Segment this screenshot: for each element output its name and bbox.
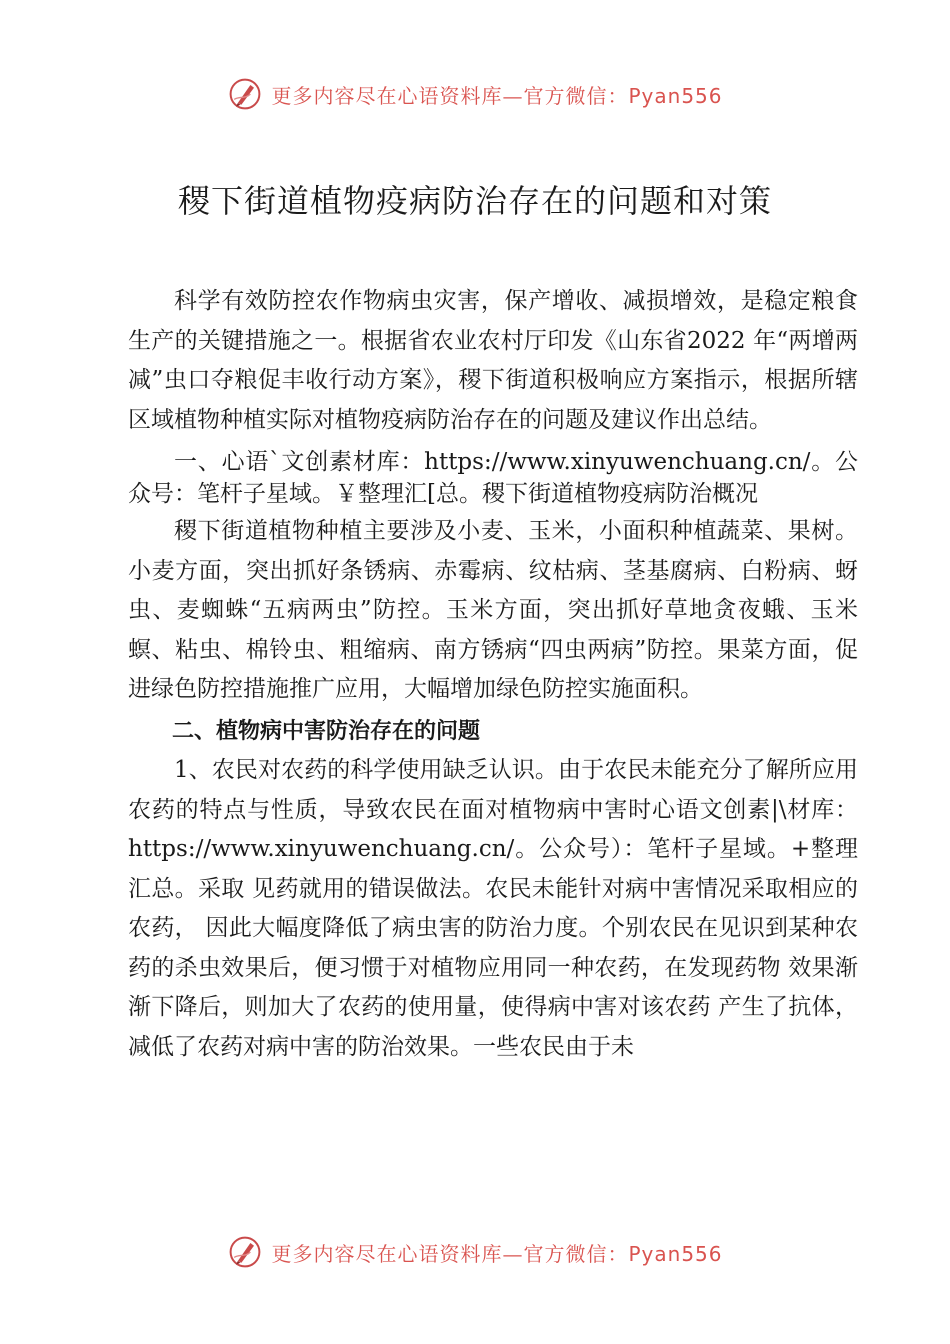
section2-heading: 二、植物病中害防治存在的问题 [172, 718, 481, 744]
footer-banner [0, 1228, 950, 1276]
intro-paragraph: 科学有效防控农作物病虫灾害，保产增收、减损增效，是稳定粮食生产的关键措施之一。根据省农业农村厅印发《山东省2022 年“两增两减”虫口夺粮促丰收行动方案》，稷下街道积极响应方案指示，根据所辖区域植物种植实际对植物疫病防治存在的问题及建议作出总结。 [128, 288, 858, 433]
document-title: 稷下街道植物疫病防治存在的问题和对策 [177, 182, 772, 220]
document-body [128, 282, 858, 1067]
quill-pen-logo-icon [227, 76, 263, 112]
section2-item1-paragraph: 1、农民对农药的科学使用缺乏认识。由于农民未能充分了解所应用农药的特点与性质，导致农民在面对植物病中害时心语文创素|\材库：https://www.xinyuwenchuang.cn/。公众号）：笔杆子星域。+整理汇总。采取 见药就用的错误做法。农民未能针对病中害情况采取相应的农药， 因此大幅度降低了病虫害的防治力度。个别农民在见识到某种农 药的杀虫效果后，便习惯于对植物应用同一种农药，在发现药物 效果渐渐下降后，则加大了农药的使用量，使得病中害对该农药 产生了抗体，减低了农药对病中害的防治效果。一些农民由于未 [128, 757, 858, 1060]
quill-pen-logo-icon [227, 1234, 263, 1270]
header-banner [0, 70, 950, 118]
section1-heading: 一、心语`文创素材库：https://www.xinyuwenchuang.cn/。公众号：笔杆子星域。￥整理汇[总。稷下街道植物疫病防治概况 [128, 449, 858, 507]
banner-text: 更多内容尽在心语资料库—官方微信：Pyan556 [271, 1241, 723, 1266]
wechat-id: Pyan556 [628, 1241, 723, 1266]
banner-text: 更多内容尽在心语资料库—官方微信：Pyan556 [271, 83, 723, 108]
wechat-id: Pyan556 [628, 83, 723, 108]
section1-paragraph: 稷下街道植物种植主要涉及小麦、玉米，小面积种植蔬菜、果树。小麦方面，突出抓好条锈病、赤霉病、纹枯病、茎基腐病、白粉病、蚜虫、麦蜘蛛“五病两虫”防控。玉米方面，突出抓好草地贪夜蛾、玉米螟、粘虫、棉铃虫、粗缩病、南方锈病“四虫两病”防控。果菜方面，促进绿色防控措施推广应用，大幅增加绿色防控实施面积。 [128, 518, 858, 702]
